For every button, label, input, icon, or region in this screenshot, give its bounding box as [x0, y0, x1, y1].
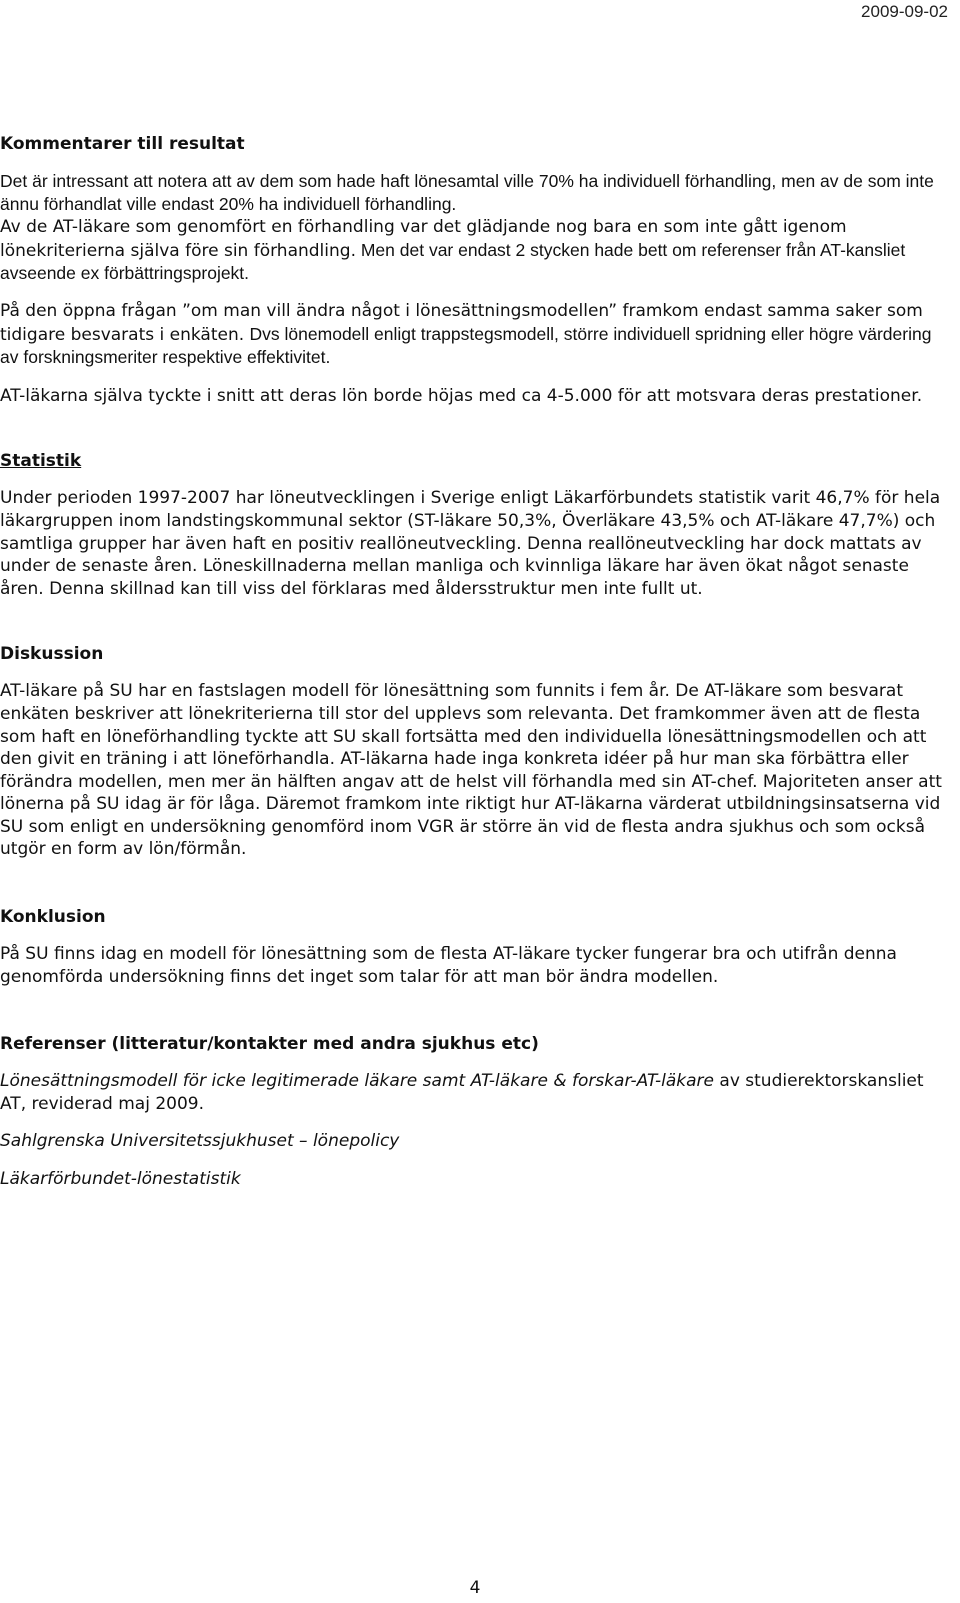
reference-3: Läkarförbundet-lönestatistik: [0, 1169, 241, 1190]
kommentarer-text-2b: Dvs lönemodell enligt trappstegsmodell, större individuell spridning eller högre värdering av forskningsmeriter respektive effektivitet.: [0, 323, 932, 368]
page-number: 4: [469, 1578, 481, 1598]
heading-konklusion: Konklusion: [0, 907, 106, 928]
reference-1-title: Lönesättningsmodell för icke legitimerade läkare samt AT-läkare & forskar-AT-läkare: [0, 1071, 714, 1092]
heading-statistik: Statistik: [0, 451, 82, 472]
kommentarer-text-1c: Men det var endast 2 stycken hade bett om referenser från AT-kansliet avseende ex förbättringsprojekt.: [0, 239, 906, 284]
kommentarer-text-1a: Det är intressant att notera att av dem som hade haft lönesamtal ville 70% ha individuell förhandling, men av de som inte ännu förhandlat ville endast 20% ha individuell förhandling.: [0, 171, 934, 214]
reference-1: [0, 1070, 950, 1115]
kommentarer-paragraph-3: AT-läkarna själva tyckte i snitt att deras lön borde höjas med ca 4-5.000 för att motsvara deras prestationer.: [0, 385, 923, 406]
statistik-paragraph: Under perioden 1997-2007 har löneutvecklingen i Sverige enligt Läkarförbundets statistik varit 46,7% för hela läkargruppen inom landstingskommunal sektor (ST-läkare 50,3%, Överläkare 43,5% och AT-läkare 47,7%) och samtliga grupper har även haft en positiv reallöneutveckling. Denna reallöneutveckling har dock mattats av under de senaste åren. Löneskillnaderna mellan manliga och kvinnliga läkare har även ökat något senaste åren. Denna skillnad kan till viss del förklaras med åldersstruktur men inte fullt ut.: [0, 488, 941, 599]
reference-1-detail: av studierektorskansliet AT, reviderad maj 2009.: [0, 1071, 924, 1114]
heading-referenser: Referenser (litteratur/kontakter med andra sjukhus etc): [0, 1034, 539, 1055]
kommentarer-paragraph-2: [0, 300, 950, 370]
kommentarer-paragraph-1: [0, 170, 950, 285]
document-date: 2009-09-02: [861, 2, 948, 21]
heading-diskussion: Diskussion: [0, 644, 104, 665]
document-body: [0, 132, 950, 1191]
konklusion-paragraph: På SU finns idag en modell för lönesättning som de flesta AT-läkare tycker fungerar bra och utifrån denna genomförda undersökning finns det inget som talar för att man bör ändra modellen.: [0, 944, 897, 987]
reference-2: Sahlgrenska Universitetssjukhuset – lönepolicy: [0, 1131, 400, 1152]
diskussion-paragraph: AT-läkare på SU har en fastslagen modell för lönesättning som funnits i fem år. De AT-läkare som besvarat enkäten beskriver att lönekriterierna till stor del upplevs som relevanta. Det framkommer även att de flesta som haft en löneförhandling tyckte att SU skall fortsätta med den individuella lönesättningsmodellen och att den givit en träning i att löneförhandla. AT-läkarna hade inga konkreta idéer på hur man ska förbättra eller förändra modellen, men mer än hälften angav att de helst vill förhandla med sin AT-chef. Majoriteten anser att lönerna på SU idag är för låga. Däremot framkom inte riktigt hur AT-läkarna värderat utbildningsinsatserna vid SU som enligt en undersökning genomförd inom VGR är större än vid de flesta andra sjukhus och som också utgör en form av lön/förmån.: [0, 681, 942, 860]
heading-kommentarer: Kommentarer till resultat: [0, 134, 245, 154]
kommentarer-text-1b: Av de AT-läkare som genomfört en förhandling var det glädjande nog bara en som inte gått igenom lönekriterierna själva före sin förhandling.: [0, 217, 847, 261]
kommentarer-text-2a: På den öppna frågan ”om man vill ändra något i lönesättningsmodellen” framkom endast samma saker som tidigare besvarats i enkäten.: [0, 300, 923, 345]
